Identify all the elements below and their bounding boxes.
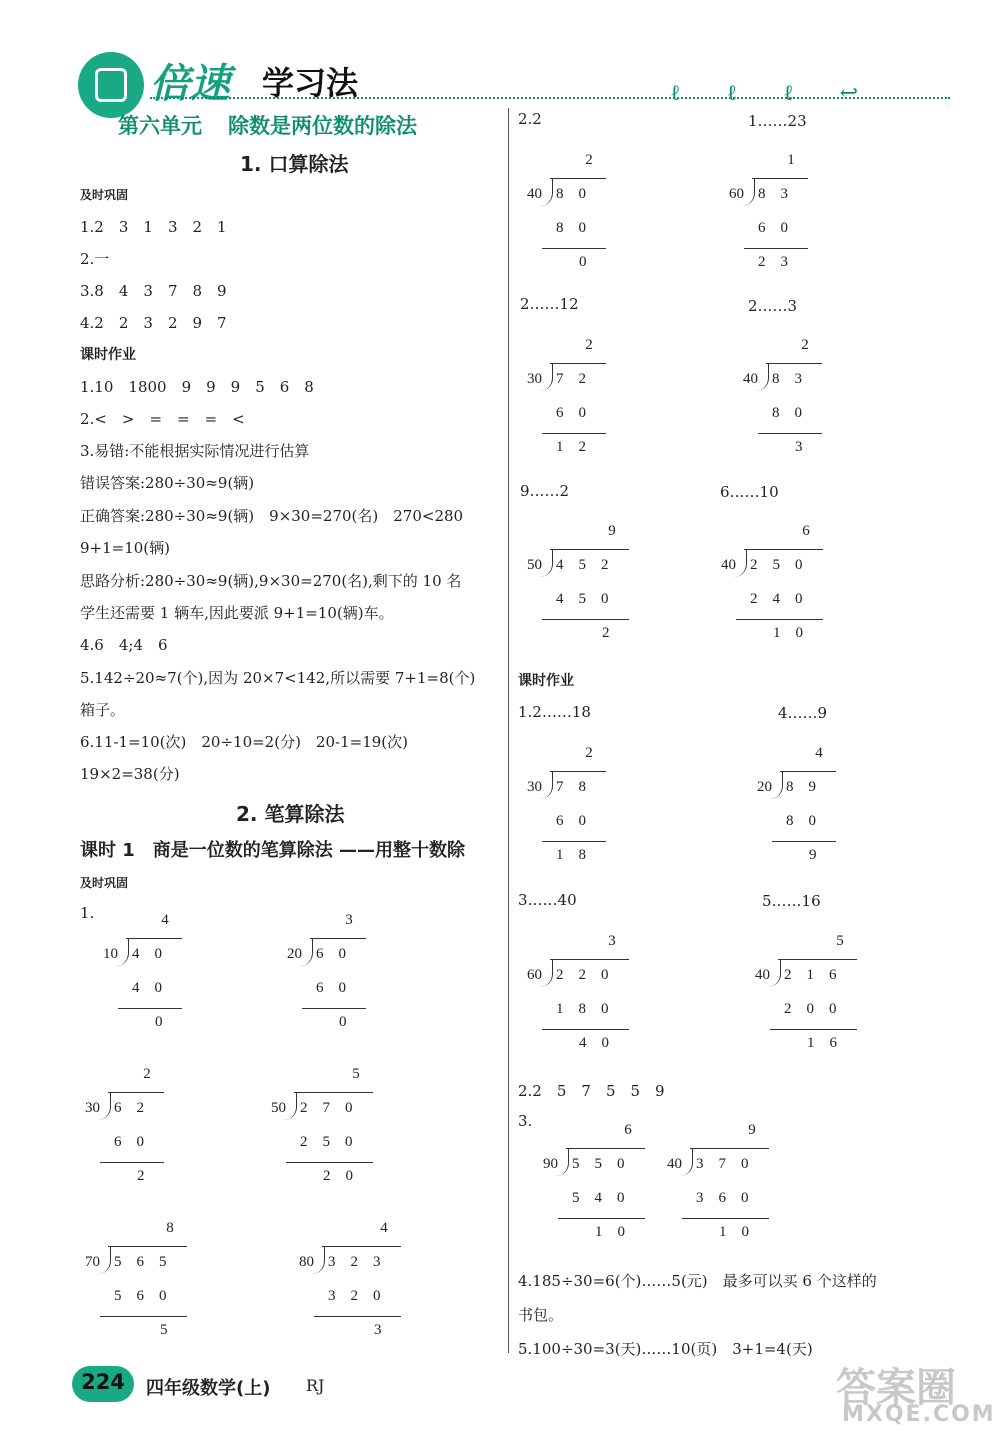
division-label: 3……40 xyxy=(518,891,577,909)
dividend: 80 xyxy=(556,186,601,202)
section-title-1: 1. 口算除法 xyxy=(240,152,349,176)
remainder: 16 xyxy=(807,1035,852,1051)
subtraction-line xyxy=(682,1218,769,1219)
dividend: 565 xyxy=(114,1254,182,1270)
product: 200 xyxy=(784,1001,852,1017)
unit-name: 除数是两位数的除法 xyxy=(228,114,417,138)
divisor: 50 xyxy=(271,1100,286,1116)
answer-line: 4.185÷30=6(个)……5(元) 最多可以买 6 个这样的 xyxy=(518,1272,877,1290)
quotient: 2 xyxy=(801,337,809,353)
quotient: 3 xyxy=(608,933,616,949)
answer-line: 2.一 xyxy=(80,250,110,268)
answer-line: 5.100÷30=3(天)……10(页) 3+1=4(天) xyxy=(518,1340,813,1358)
division-bar xyxy=(766,363,822,364)
division-bar xyxy=(322,1246,401,1247)
dividend: 62 xyxy=(114,1100,159,1116)
divisor: 40 xyxy=(755,967,770,983)
product: 540 xyxy=(572,1190,640,1206)
division-bar xyxy=(778,959,857,960)
answer-line: 4.6 4;4 6 xyxy=(80,636,168,654)
division-bracket xyxy=(98,1246,111,1274)
division-bracket xyxy=(768,959,781,987)
division-bracket xyxy=(680,1148,693,1176)
division-bar xyxy=(294,1092,373,1093)
division-bracket xyxy=(556,1148,569,1176)
quotient: 4 xyxy=(815,745,823,761)
answer-line: 学生还需要 1 辆车,因此要派 9+1=10(辆)车。 xyxy=(80,604,394,622)
answer-line: 1.2 3 1 3 2 1 xyxy=(80,218,227,236)
subtraction-line xyxy=(744,248,808,249)
product: 60 xyxy=(556,813,601,829)
divisor: 70 xyxy=(85,1254,100,1270)
answer-line: 9+1=10(辆) xyxy=(80,539,171,557)
subtraction-line xyxy=(302,1008,366,1009)
divisor: 30 xyxy=(85,1100,100,1116)
product: 320 xyxy=(328,1288,396,1304)
divisor: 80 xyxy=(299,1254,314,1270)
subtraction-line xyxy=(100,1316,187,1317)
quotient: 9 xyxy=(608,523,616,539)
remainder: 9 xyxy=(809,847,832,863)
product: 60 xyxy=(758,220,803,236)
product: 60 xyxy=(316,980,361,996)
division-bar xyxy=(566,1148,645,1149)
divisor: 30 xyxy=(527,779,542,795)
product: 180 xyxy=(556,1001,624,1017)
book-icon xyxy=(95,68,127,102)
page-number: 224 xyxy=(81,1370,125,1394)
quotient: 2 xyxy=(585,337,593,353)
remainder: 10 xyxy=(773,625,818,641)
remainder: 12 xyxy=(556,439,601,455)
subtraction-line xyxy=(542,841,606,842)
answer-line: 5.142÷20≈7(个),因为 20×7<142,所以需要 7+1=8(个) xyxy=(80,669,476,687)
divisor: 40 xyxy=(721,557,736,573)
divisor: 40 xyxy=(743,371,758,387)
divisor: 50 xyxy=(527,557,542,573)
divisor: 30 xyxy=(527,371,542,387)
question-number: 1. xyxy=(80,904,95,922)
answer-line: 1.2……18 xyxy=(518,703,591,721)
watermark-logo xyxy=(832,1356,996,1427)
product: 450 xyxy=(556,591,624,607)
dividend: 216 xyxy=(784,967,852,983)
product: 360 xyxy=(696,1190,764,1206)
header-logo-sub: 学习法 xyxy=(262,64,359,102)
division-bracket xyxy=(742,178,755,206)
subtraction-line xyxy=(542,1029,629,1030)
division-bracket xyxy=(540,549,553,577)
division-bar xyxy=(126,938,182,939)
dividend: 550 xyxy=(572,1156,640,1172)
subsection-label: 及时巩固 xyxy=(80,876,129,890)
subtraction-line xyxy=(542,248,606,249)
answer-line: 正确答案:280÷30≈9(辆) 9×30=270(名) 270<280 xyxy=(80,507,464,525)
header-logo-text: 倍速 xyxy=(150,61,230,107)
remainder: 2 xyxy=(137,1168,160,1184)
product: 60 xyxy=(114,1134,159,1150)
product: 80 xyxy=(786,813,831,829)
division-bracket xyxy=(540,959,553,987)
answer-line: 思路分析:280÷30≈9(辆),9×30=270(名),剩下的 10 名 xyxy=(80,572,462,590)
answer-line: 6.11-1=10(次) 20÷10=2(分) 20-1=19(次) xyxy=(80,733,408,751)
subtraction-line xyxy=(770,1029,857,1030)
product: 560 xyxy=(114,1288,182,1304)
header-decoration: ℓℓℓ↩ xyxy=(670,81,905,106)
remainder: 0 xyxy=(155,1014,178,1030)
quotient: 4 xyxy=(380,1220,388,1236)
division-bar xyxy=(550,959,629,960)
division-bar xyxy=(690,1148,769,1149)
remainder: 5 xyxy=(160,1322,183,1338)
division-label: 1……23 xyxy=(748,112,807,130)
divisor: 10 xyxy=(103,946,118,962)
dividend: 60 xyxy=(316,946,361,962)
answer-line: 错误答案:280÷30≈9(辆) xyxy=(80,474,255,492)
division-label: 5……16 xyxy=(762,892,821,910)
remainder: 23 xyxy=(758,254,803,270)
division-bracket xyxy=(312,1246,325,1274)
quotient: 6 xyxy=(802,523,810,539)
divisor: 20 xyxy=(287,946,302,962)
unit-title xyxy=(118,110,417,140)
product: 250 xyxy=(300,1134,368,1150)
dividend: 78 xyxy=(556,779,601,795)
product: 240 xyxy=(750,591,818,607)
remainder: 3 xyxy=(795,439,818,455)
product: 80 xyxy=(556,220,601,236)
quotient: 2 xyxy=(585,745,593,761)
dividend: 72 xyxy=(556,371,601,387)
quotient: 2 xyxy=(585,152,593,168)
division-bracket xyxy=(734,549,747,577)
dividend: 83 xyxy=(772,371,817,387)
remainder: 0 xyxy=(339,1014,362,1030)
subtraction-line xyxy=(286,1162,373,1163)
quotient: 4 xyxy=(161,912,169,928)
product: 60 xyxy=(556,405,601,421)
division-bar xyxy=(108,1246,187,1247)
question-number: 3. xyxy=(518,1112,533,1130)
subsection-label: 课时作业 xyxy=(80,347,136,363)
answer-line: 2.2 5 7 5 5 9 xyxy=(518,1082,665,1100)
answer-line: 19×2=38(分) xyxy=(80,765,180,783)
answer-line: 3.8 4 3 7 8 9 xyxy=(80,282,227,300)
remainder: 20 xyxy=(323,1168,368,1184)
remainder: 18 xyxy=(556,847,601,863)
subtraction-line xyxy=(736,619,823,620)
subtraction-line xyxy=(314,1316,401,1317)
division-label: 6……10 xyxy=(720,483,779,501)
answer-line: 箱子。 xyxy=(80,701,126,719)
remainder: 0 xyxy=(579,254,602,270)
division-bracket xyxy=(540,178,553,206)
division-bracket xyxy=(116,938,129,966)
remainder: 3 xyxy=(374,1322,397,1338)
subtraction-line xyxy=(772,841,836,842)
division-bar xyxy=(108,1092,164,1093)
answer-line: 1.10 1800 9 9 9 5 6 8 xyxy=(80,378,314,396)
edition-label: RJ xyxy=(306,1376,325,1395)
product: 40 xyxy=(132,980,177,996)
divisor: 40 xyxy=(667,1156,682,1172)
answer-line: 3.易错:不能根据实际情况进行估算 xyxy=(80,442,310,460)
division-bar xyxy=(550,771,606,772)
answer-line: 4.2 2 3 2 9 7 xyxy=(80,314,227,332)
division-bar xyxy=(744,549,823,550)
book-title: 四年级数学(上) xyxy=(146,1378,271,1399)
quotient: 3 xyxy=(345,912,353,928)
lesson-title: 课时 1 商是一位数的笔算除法 ——用整十数除 xyxy=(80,840,466,861)
quotient: 8 xyxy=(166,1220,174,1236)
answer-line: 2.< > = = = < xyxy=(80,410,245,428)
division-bracket xyxy=(284,1092,297,1120)
division-bracket xyxy=(540,771,553,799)
dividend: 270 xyxy=(300,1100,368,1116)
quotient: 5 xyxy=(836,933,844,949)
subsection-label: 及时巩固 xyxy=(80,188,129,202)
quotient: 2 xyxy=(143,1066,151,1082)
subsection-label: 课时作业 xyxy=(518,673,574,689)
division-bar xyxy=(550,178,606,179)
quotient: 9 xyxy=(748,1122,756,1138)
division-bar xyxy=(550,363,606,364)
division-bracket xyxy=(300,938,313,966)
division-bracket xyxy=(540,363,553,391)
section-title-2: 2. 笔算除法 xyxy=(236,802,345,826)
quotient: 6 xyxy=(624,1122,632,1138)
unit-number: 第六单元 xyxy=(118,114,202,138)
division-bracket xyxy=(756,363,769,391)
divisor: 20 xyxy=(757,779,772,795)
answer-line: 2.2 xyxy=(518,110,542,128)
dividend: 452 xyxy=(556,557,624,573)
quotient: 1 xyxy=(787,152,795,168)
subtraction-line xyxy=(118,1008,182,1009)
division-bar xyxy=(550,549,629,550)
remainder: 10 xyxy=(595,1224,640,1240)
divisor: 60 xyxy=(729,186,744,202)
watermark-text: 答案圈 xyxy=(836,1365,956,1411)
division-bracket xyxy=(98,1092,111,1120)
subtraction-line xyxy=(100,1162,164,1163)
subtraction-line xyxy=(542,433,606,434)
divisor: 60 xyxy=(527,967,542,983)
dividend: 323 xyxy=(328,1254,396,1270)
product: 80 xyxy=(772,405,817,421)
remainder: 10 xyxy=(719,1224,764,1240)
division-bar xyxy=(780,771,836,772)
division-bar xyxy=(310,938,366,939)
division-label: 4……9 xyxy=(778,704,828,722)
dividend: 89 xyxy=(786,779,831,795)
division-bar xyxy=(752,178,808,179)
dividend: 250 xyxy=(750,557,818,573)
division-label: 2……12 xyxy=(520,295,579,313)
dividend: 220 xyxy=(556,967,624,983)
dividend: 370 xyxy=(696,1156,764,1172)
subtraction-line xyxy=(558,1218,645,1219)
division-bracket xyxy=(770,771,783,799)
answer-line: 书包。 xyxy=(518,1306,564,1324)
column-divider xyxy=(508,108,509,1353)
division-label: 2……3 xyxy=(748,297,798,315)
quotient: 5 xyxy=(352,1066,360,1082)
remainder: 2 xyxy=(602,625,625,641)
subtraction-line xyxy=(758,433,822,434)
divisor: 40 xyxy=(527,186,542,202)
divisor: 90 xyxy=(543,1156,558,1172)
dividend: 40 xyxy=(132,946,177,962)
dividend: 83 xyxy=(758,186,803,202)
subtraction-line xyxy=(542,619,629,620)
remainder: 40 xyxy=(579,1035,624,1051)
watermark-url: MXQE.COM xyxy=(842,1402,996,1427)
division-label: 9……2 xyxy=(520,482,570,500)
